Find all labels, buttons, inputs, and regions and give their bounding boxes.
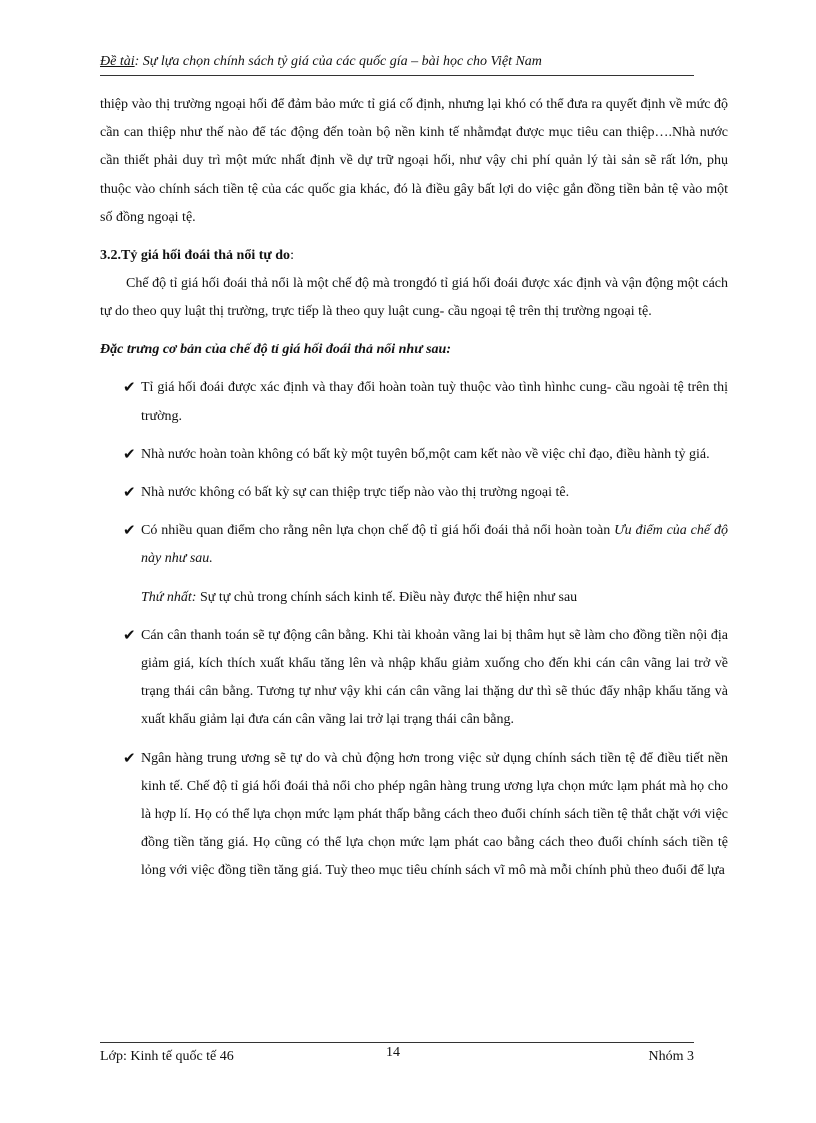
bullet-item [100,441,728,469]
bullet-item [100,745,728,886]
bullet-text: Ngân hàng trung ương sẽ tự do và chủ động hơn trong việc sử dụng chính sách tiền tệ để điều tiết nền kinh tế. Chế độ tỉ giá hối đoái thả nổi cho phép ngân hàng trung ương lựa chọn mức lạm phát mà họ cho là hợp lí. Họ có thể lựa chọn mức lạm phát thấp bằng cách theo đuổi chính sách tiền tệ thắt chặt với việc đồng tiền tăng giá. Họ cũng có thể lựa chọn mức lạm phát cao bằng cách theo đuổi chính sách tiền tệ lỏng với việc đồng tiền tăng giá. Tuỳ theo mục tiêu chính sách vĩ mô mà mỗi chính phủ theo đuổi để lựa [141,750,728,879]
bullet-item [100,374,728,430]
bullet-item [100,622,728,735]
bullet-4-text: Có nhiều quan điểm cho rằng nên lựa chọn chế độ tỉ giá hối đoái thả nổi hoàn toàn [141,523,615,539]
check-icon: ✔ [123,521,136,540]
section-heading [100,242,728,270]
page-number: 14 [386,1045,400,1060]
footer-class: Lớp: Kinh tế quốc tế 46 [100,1049,234,1064]
bullet-4-italic: Ưu điểm của chế độ này như sau. [141,523,728,567]
check-icon: ✔ [123,378,136,397]
page-header [100,51,694,76]
check-icon: ✔ [123,483,136,502]
section-heading-colon: : [290,248,294,264]
check-icon: ✔ [123,748,136,767]
bullet-text: Tỉ giá hối đoái được xác định và thay đổi hoàn toàn tuỳ thuộc vào tình hìnhc cung- cầu ngoài tệ trên thị trường. [141,380,728,424]
section-heading-text: 3.2.Tỷ giá hối đoái thả nổi tự do [100,248,291,264]
first-point [100,584,728,612]
bullet-text [141,517,728,573]
bullet-text: Cán cân thanh toán sẽ tự động cân bằng. Khi tài khoản vãng lai bị thâm hụt sẽ làm cho đồng tiền nội địa giảm giá, kích thích xuất khẩu tăng lên và nhập khẩu giảm xuống cho đến khi cán cân vãng lai trở về trạng thái cân bằng. Tương tự như vậy khi cán cân vãng lai thặng dư thì sẽ thúc đẩy nhập khẩu tăng và xuất khẩu giảm lại đưa cán cân vãng lai trở lại trạng thái cân bằng. [141,627,728,728]
bullet-item [100,517,728,573]
header-label: Đề tài [100,54,135,69]
check-icon: ✔ [123,444,136,463]
first-text: Sự tự chủ trong chính sách kinh tế. Điều này được thể hiện như sau [196,589,578,605]
bullet-item [100,479,728,507]
bullet-text: Nhà nước hoàn toàn không có bất kỳ một tuyên bố,một cam kết nào về việc chỉ đạo, điều hành tỷ giá. [141,446,710,462]
check-icon: ✔ [123,625,136,644]
first-label: Thứ nhất: [141,589,197,605]
intro-paragraph: thiệp vào thị trường ngoại hối để đảm bảo mức tỉ giá cố định, nhưng lại khó có thể đưa ra quyết định về mức độ cần can thiệp như thế nào để tác động đến toàn bộ nền kinh tế nhằmđạt được mục tiêu can thiệp….Nhà nước cần thiết phải duy trì một mức nhất định về dự trữ ngoại hối, như vậy chi phí quản lý tài sản sẽ rất lớn, phụ thuộc vào chính sách tiền tệ của các quốc gia khác, đó là điều gây bất lợi do việc gắn đồng tiền bản tệ vào một số đồng ngoại tệ. [100,97,728,225]
characteristics-heading: Đặc trưng cơ bản của chế độ tỉ giá hối đoái thả nổi như sau: [100,342,452,358]
first-point-text [141,584,728,612]
definition-paragraph: Chế độ tỉ giá hối đoái thả nổi là một chế độ mà trongđó tỉ giá hối đoái được xác định và vận động một cách tự do theo quy luật thị trường, trực tiếp là theo quy luật cung- cầu ngoại tệ trên thị trường ngoại tệ. [100,276,728,320]
footer-group: Nhóm 3 [648,1049,694,1064]
bullet-text: Nhà nước không có bất kỳ sự can thiệp trực tiếp nào vào thị trường ngoại tê. [141,485,570,501]
page-footer [100,1042,694,1064]
document-body [100,91,728,886]
header-title: : Sự lựa chọn chính sách tỷ giá của các quốc gía – bài học cho Việt Nam [134,54,542,69]
